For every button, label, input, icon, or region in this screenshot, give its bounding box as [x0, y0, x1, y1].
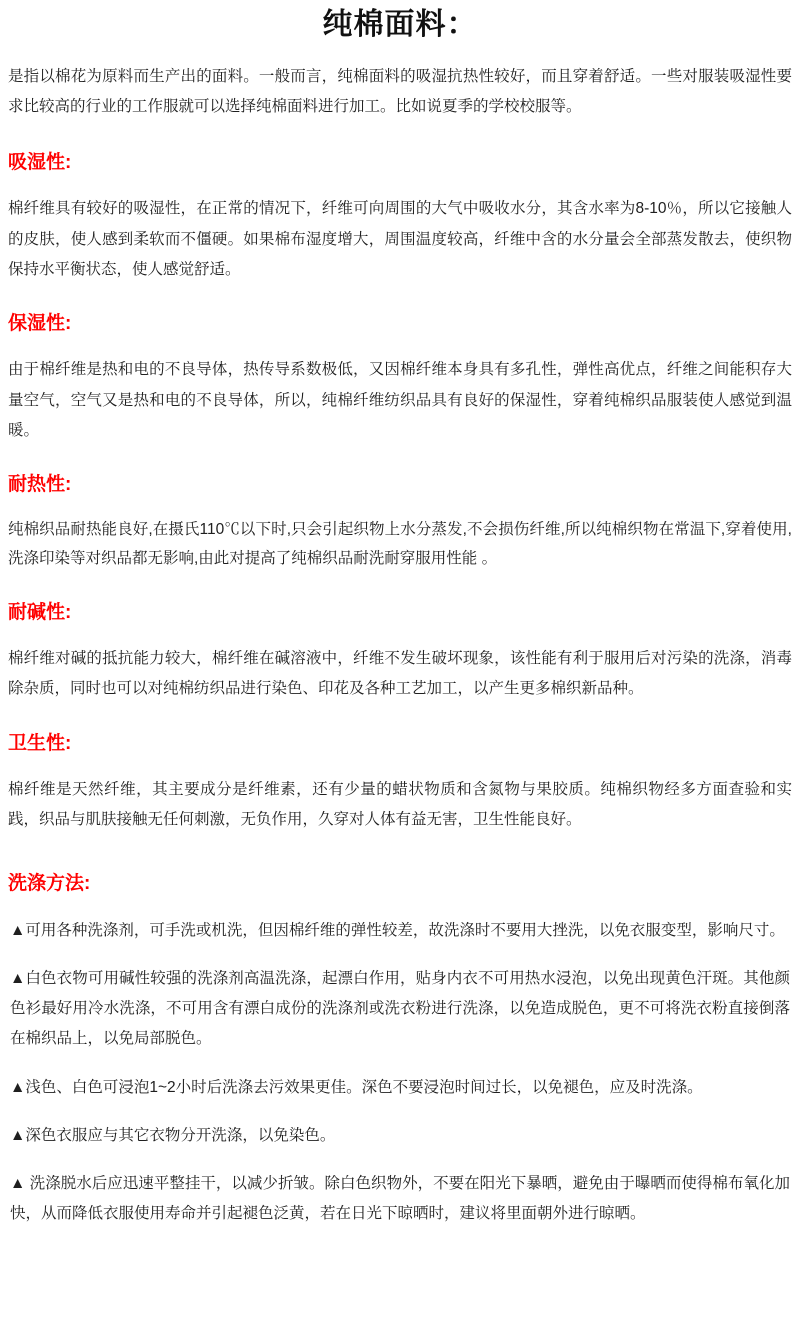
section-washing-method: [6, 869, 794, 1229]
list-item: ▲ 洗涤脱水后应迅速平整挂干，以减少折皱。除白色织物外，不要在阳光下暴晒，避免由于曝晒而使得棉布氧化加快，从而降低衣服使用寿命并引起褪色泛黄，若在日光下晾晒时，建议将里面朝外进行晾晒。: [10, 1175, 790, 1223]
list-item: ▲深色衣服应与其它衣物分开洗涤，以免染色。: [10, 1126, 336, 1144]
section-body: 由于棉纤维是热和电的不良导体，热传导系数极低，又因棉纤维本身具有多孔性，弹性高优点，纤维之间能积存大量空气，空气又是热和电的不良导体，所以，纯棉纤维纺织品具有良好的保湿性，穿着纯棉织品服装使人感觉到温暖。: [8, 361, 792, 439]
section-heading: 卫生性:: [8, 732, 72, 754]
section-heading: 耐热性:: [8, 474, 72, 496]
section-body: 棉纤维是天然纤维，其主要成分是纤维素，还有少量的蜡状物质和含氮物与果胶质。纯棉织物经多方面查验和实践，织品与肌肤接触无任何刺激，无负作用，久穿对人体有益无害，卫生性能良好。: [8, 780, 792, 829]
list-item: ▲浅色、白色可浸泡1~2小时后洗涤去污效果更佳。深色不要浸泡时间过长，以免褪色，应及时洗涤。: [10, 1078, 703, 1096]
section-body: 棉纤维对碱的抵抗能力较大，棉纤维在碱溶液中，纤维不发生破坏现象，该性能有利于服用后对污染的洗涤，消毒除杂质，同时也可以对纯棉纺织品进行染色、印花及各种工艺加工，以产生更多棉织新品种。: [8, 650, 792, 698]
intro-paragraph: 是指以棉花为原料而生产出的面料。一般而言，纯棉面料的吸湿抗热性较好，而且穿着舒适。一些对服装吸湿性要求比较高的行业的工作服就可以选择纯棉面料进行加工。比如说夏季的学校校服等。: [8, 67, 792, 115]
section-hygiene: [6, 729, 794, 836]
section-heading: 保湿性:: [8, 312, 72, 334]
section-heading: 吸湿性:: [8, 151, 72, 173]
list-item: ▲可用各种洗涤剂，可手洗或机洗，但因棉纤维的弹性较差，故洗涤时不要用大挫洗，以免衣服变型，影响尺寸。: [10, 921, 785, 939]
list-item: ▲白色衣物可用碱性较强的洗涤剂高温洗涤，起漂白作用，贴身内衣不可用热水浸泡，以免出现黄色汗斑。其他颜色衫最好用冷水洗涤，不可用含有漂白成份的洗涤剂或洗衣粉进行洗涤，以免造成脱色，更不可将洗衣粉直接倒落在棉织品上，以免局部脱色。: [10, 970, 790, 1048]
section-body: 纯棉织品耐热能良好,在摄氏110℃以下时,只会引起织物上水分蒸发,不会损伤纤维,所以纯棉织物在常温下,穿着使用,洗涤印染等对织品都无影响,由此对提高了纯棉织品耐洗耐穿服用性能 。: [8, 521, 792, 568]
page-title: 纯棉面料：: [322, 8, 478, 41]
section-alkali-resistance: [6, 598, 794, 705]
section-heading: 耐碱性:: [8, 601, 72, 623]
section-body: 棉纤维具有较好的吸湿性，在正常的情况下，纤维可向周围的大气中吸收水分，其含水率为8-10％，所以它接触人的皮肤，使人感到柔软而不僵硬。如果棉布湿度增大，周围温度较高，纤维中含的水分量会全部蒸发散去，使织物保持水平衡状态，使人感觉舒适。: [8, 200, 792, 278]
section-moisture-absorption: [6, 148, 794, 285]
document-page: [0, 6, 800, 1264]
section-heat-resistance: [6, 470, 794, 574]
section-heading: 洗涤方法:: [8, 873, 91, 895]
section-moisture-retention: [6, 309, 794, 446]
